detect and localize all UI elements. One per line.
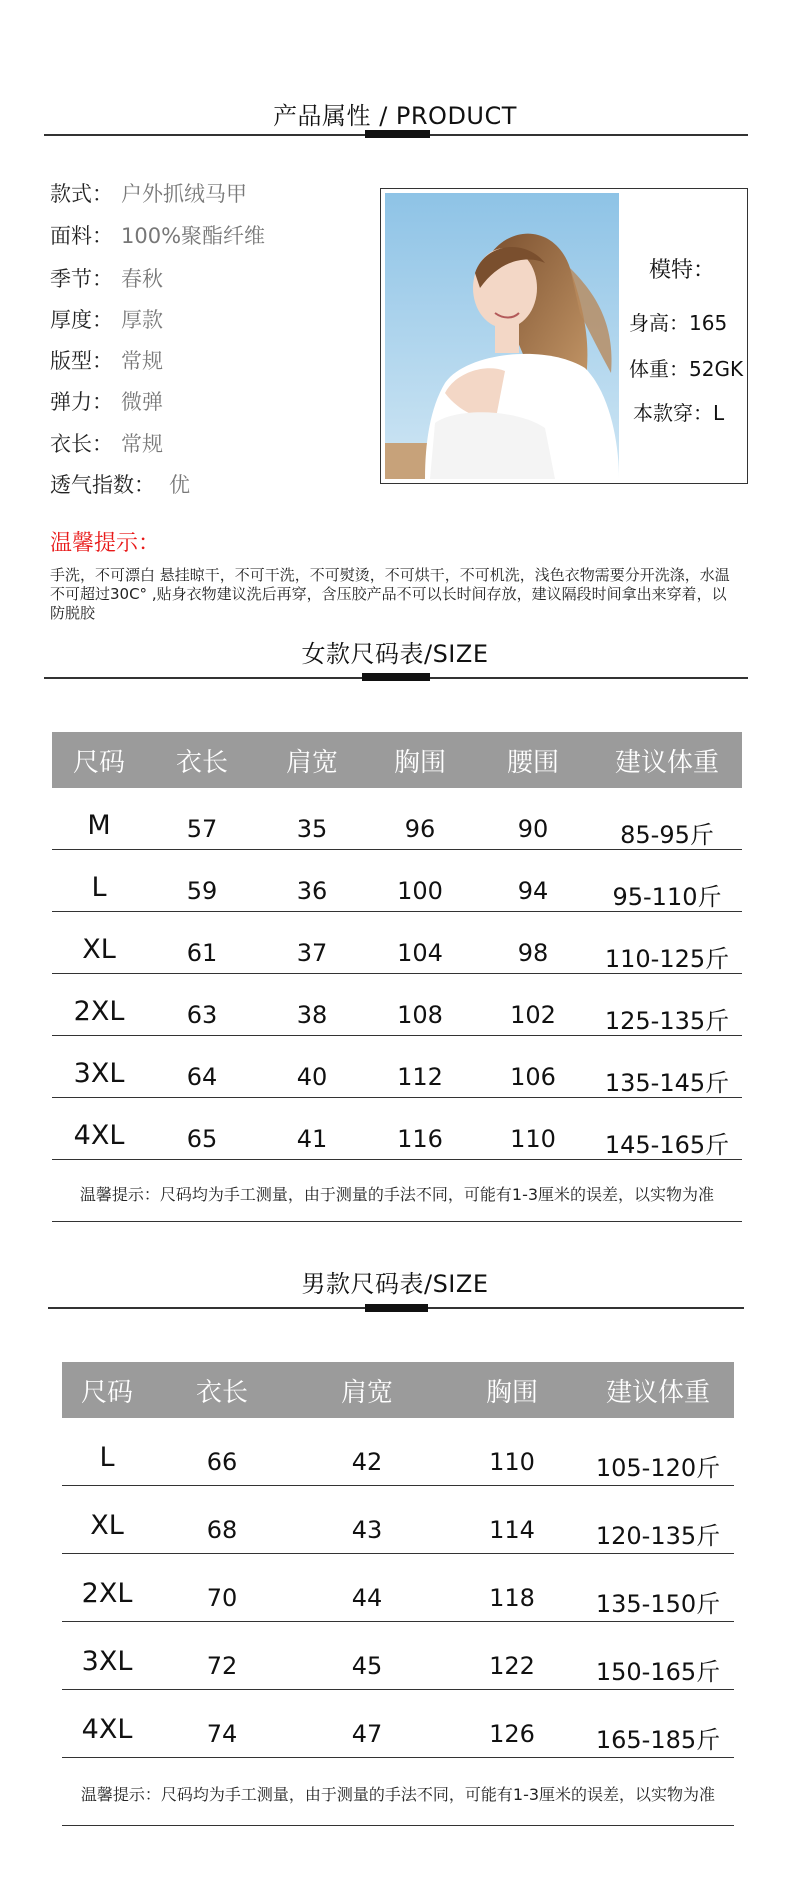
chest-cell: 104 [397, 939, 443, 967]
men-size-title: 男款尺码表/SIZE [301, 1270, 489, 1298]
header-shoulder: 肩宽 [340, 1378, 393, 1408]
size-cell: M [87, 810, 111, 841]
model-wearing-size: 本款穿：L [633, 401, 725, 425]
attribute-label: 衣长： [50, 432, 113, 456]
model-photo [385, 193, 619, 479]
attribute-value: 春秋 [121, 267, 163, 291]
chest-cell: 126 [489, 1720, 535, 1748]
attribute-value: 常规 [121, 349, 163, 373]
model-weight: 体重：52GK [629, 357, 744, 381]
waist-cell: 94 [517, 877, 549, 905]
attribute-label: 厚度： [50, 308, 113, 332]
size-cell: XL [82, 934, 116, 965]
care-tips-text: 手洗，不可漂白 悬挂晾干，不可干洗，不可熨烫，不可烘干，不可机洗，浅色衣物需要分开洗涤，水温不可超过30C° ,贴身衣物建议洗后再穿，含压胶产品不可以长时间存放，建议隔段时间拿出来穿着，以防脱胶 [50, 566, 730, 622]
size-cell: 2XL [73, 996, 125, 1027]
length-cell: 70 [206, 1584, 238, 1612]
waist-cell: 102 [510, 1001, 556, 1029]
women-table-header [52, 732, 742, 788]
shoulder-cell: 37 [296, 939, 328, 967]
attribute-breathability [50, 469, 190, 499]
length-cell: 68 [206, 1516, 238, 1544]
men-table-header [62, 1362, 734, 1418]
chest-cell: 118 [489, 1584, 535, 1612]
length-cell: 72 [206, 1652, 238, 1680]
attribute-label: 弹力： [50, 390, 113, 414]
header-weight: 建议体重 [605, 1378, 710, 1408]
header-size: 尺码 [72, 748, 125, 778]
attribute-label: 季节： [50, 267, 113, 291]
weight-cell: 125-135斤 [604, 1007, 730, 1035]
table-row [52, 788, 742, 850]
table-row [52, 1036, 742, 1098]
table-row [62, 1418, 734, 1486]
attribute-style [50, 178, 247, 208]
table-note-row [62, 1758, 734, 1826]
weight-cell: 110-125斤 [604, 945, 730, 973]
size-cell: XL [90, 1510, 124, 1541]
weight-cell: 135-150斤 [595, 1590, 721, 1618]
attribute-value: 常规 [121, 432, 163, 456]
header-size: 尺码 [80, 1378, 133, 1408]
men-size-note: 温馨提示：尺码均为手工测量，由于测量的手法不同，可能有1-3厘米的误差，以实物为准 [80, 1785, 716, 1804]
model-info-box [380, 188, 748, 484]
header-chest: 胸围 [485, 1378, 538, 1408]
length-cell: 57 [186, 815, 218, 843]
women-title-accent-bar [362, 673, 430, 681]
size-cell: 3XL [81, 1646, 133, 1677]
weight-cell: 85-95斤 [620, 821, 714, 849]
women-size-title: 女款尺码表/SIZE [301, 640, 489, 668]
shoulder-cell: 36 [296, 877, 328, 905]
attribute-value: 优 [169, 473, 190, 497]
length-cell: 63 [186, 1001, 218, 1029]
header-chest: 胸围 [393, 748, 446, 778]
size-cell: 4XL [73, 1120, 125, 1151]
shoulder-cell: 35 [296, 815, 328, 843]
chest-cell: 114 [489, 1516, 535, 1544]
length-cell: 59 [186, 877, 218, 905]
waist-cell: 110 [510, 1125, 556, 1153]
attribute-label: 透气指数： [50, 473, 155, 497]
table-row [62, 1486, 734, 1554]
men-title-accent-bar [365, 1304, 428, 1312]
attribute-value: 厚款 [121, 308, 163, 332]
women-size-table [52, 732, 742, 1222]
shoulder-cell: 47 [351, 1720, 383, 1748]
length-cell: 64 [186, 1063, 218, 1091]
table-row [52, 1098, 742, 1160]
header-waist: 腰围 [506, 748, 559, 778]
length-cell: 74 [206, 1720, 238, 1748]
chest-cell: 116 [397, 1125, 443, 1153]
table-row [52, 974, 742, 1036]
weight-cell: 105-120斤 [595, 1454, 721, 1482]
chest-cell: 112 [397, 1063, 443, 1091]
weight-cell: 135-145斤 [604, 1069, 730, 1097]
shoulder-cell: 38 [296, 1001, 328, 1029]
attribute-value: 微弹 [121, 390, 163, 414]
waist-cell: 106 [510, 1063, 556, 1091]
size-cell: 3XL [73, 1058, 125, 1089]
attribute-elasticity [50, 386, 163, 416]
product-title-accent-bar [365, 130, 430, 138]
product-section-title: 产品属性 / PRODUCT [273, 102, 517, 130]
attribute-label: 版型： [50, 349, 113, 373]
length-cell: 61 [186, 939, 218, 967]
table-row [52, 912, 742, 974]
attribute-label: 面料： [50, 224, 113, 248]
header-length: 衣长 [175, 748, 228, 778]
chest-cell: 108 [397, 1001, 443, 1029]
shoulder-cell: 42 [351, 1448, 383, 1476]
chest-cell: 100 [397, 877, 443, 905]
chest-cell: 122 [489, 1652, 535, 1680]
table-row [52, 850, 742, 912]
table-row [62, 1554, 734, 1622]
shoulder-cell: 41 [296, 1125, 328, 1153]
attribute-fabric [50, 220, 265, 250]
table-row [62, 1690, 734, 1758]
chest-cell: 96 [404, 815, 436, 843]
size-cell: L [99, 1442, 115, 1473]
attribute-value: 100%聚酯纤维 [121, 224, 266, 248]
shoulder-cell: 45 [351, 1652, 383, 1680]
men-size-table [62, 1362, 734, 1832]
weight-cell: 165-185斤 [595, 1726, 721, 1754]
care-tips-title: 温馨提示： [50, 531, 161, 556]
size-cell: 2XL [81, 1578, 133, 1609]
chest-cell: 110 [489, 1448, 535, 1476]
attribute-thickness [50, 304, 163, 334]
header-shoulder: 肩宽 [285, 748, 338, 778]
shoulder-cell: 44 [351, 1584, 383, 1612]
header-length: 衣长 [195, 1378, 248, 1408]
table-row [62, 1622, 734, 1690]
size-cell: 4XL [81, 1714, 133, 1745]
weight-cell: 120-135斤 [595, 1522, 721, 1550]
attribute-label: 款式： [50, 182, 113, 206]
length-cell: 65 [186, 1125, 218, 1153]
weight-cell: 95-110斤 [612, 883, 722, 911]
attribute-length [50, 428, 163, 458]
shoulder-cell: 43 [351, 1516, 383, 1544]
waist-cell: 90 [517, 815, 549, 843]
size-cell: L [91, 872, 107, 903]
length-cell: 66 [206, 1448, 238, 1476]
header-weight: 建议体重 [614, 748, 719, 778]
women-size-note: 温馨提示：尺码均为手工测量，由于测量的手法不同，可能有1-3厘米的误差，以实物为准 [79, 1185, 715, 1204]
attribute-value: 户外抓绒马甲 [121, 182, 247, 206]
attribute-season [50, 263, 163, 293]
weight-cell: 150-165斤 [595, 1658, 721, 1686]
table-note-row [52, 1160, 742, 1222]
model-height: 身高：165 [629, 311, 728, 335]
waist-cell: 98 [517, 939, 549, 967]
shoulder-cell: 40 [296, 1063, 328, 1091]
weight-cell: 145-165斤 [604, 1131, 730, 1159]
attribute-fit [50, 345, 163, 375]
model-title: 模特： [649, 258, 716, 283]
